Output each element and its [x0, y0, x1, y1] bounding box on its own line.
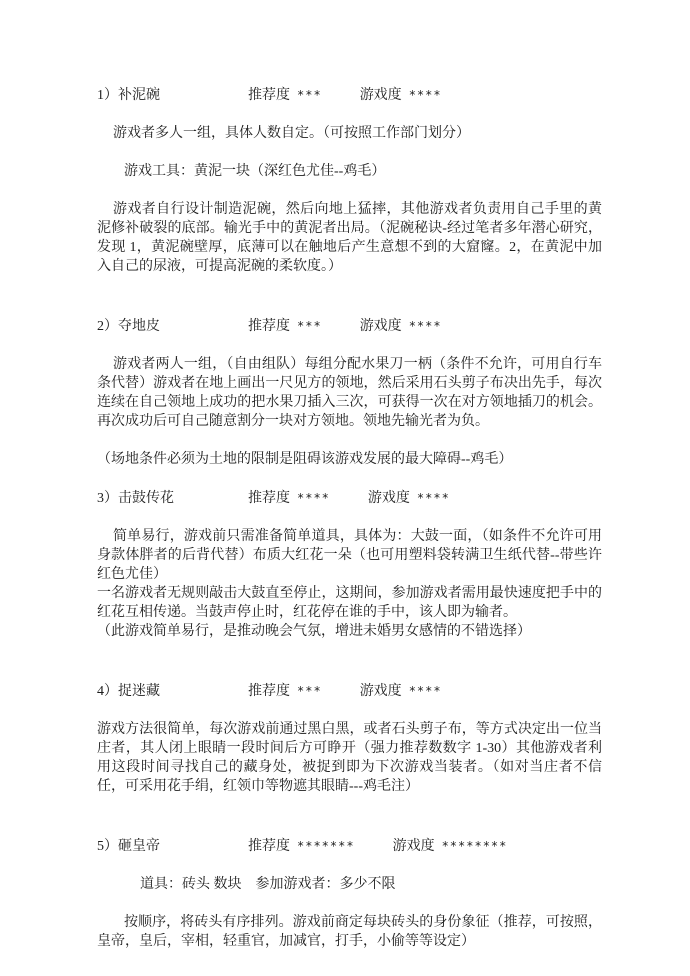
recommend-stars: ***: [297, 319, 322, 333]
playability-label: 游戏度: [359, 319, 402, 334]
recommend-label: 推荐度: [248, 88, 290, 103]
game-heading: [97, 837, 602, 856]
recommend-rating: [248, 489, 330, 508]
recommend-stars: *******: [297, 839, 355, 853]
playability-rating: [360, 86, 442, 105]
playability-stars: ****: [408, 319, 442, 333]
recommend-rating: [248, 682, 322, 701]
recommend-rating: [248, 86, 322, 105]
playability-label: 游戏度: [359, 88, 402, 103]
playability-stars: ********: [441, 839, 508, 853]
recommend-stars: ***: [297, 88, 322, 102]
paragraph-body: 游戏者自行设计制造泥碗，然后向地上猛摔，其他游戏者负责用自己手里的黄泥修补破裂的底部。输光手中的黄泥者出局。（泥碗秘诀-经过笔者多年潜心研究，发现 1，黄泥碗壁厚，底薄可以在触地后产生意想不到的大窟窿。2，在黄泥中加入自己的尿液，可提高泥碗的柔软度。）: [97, 202, 602, 274]
game-section-5: [97, 837, 602, 951]
game-section-4: [97, 682, 602, 796]
playability-label: 游戏度: [392, 839, 435, 854]
paragraph-intro: 游戏者多人一组，具体人数自定。（可按照工作部门划分）: [113, 126, 470, 141]
recommend-stars: ***: [297, 684, 322, 698]
recommend-label: 推荐度: [248, 319, 290, 334]
game-heading: [97, 489, 602, 508]
game-section-2: [97, 317, 602, 469]
paragraph-body: 游戏方法很简单，每次游戏前通过黑白黑，或者石头剪子布，等方式决定出一位当庄者，其人闭上眼睛一段时间后方可睁开（强力推荐数数字 1-30）其他游戏者利用这段时间寻找自己的藏身处，被捉到即为下次游戏当装者。（如对当庄者不信任，可采用花手绢，红领巾等物遮其眼睛---鸡毛注）: [97, 722, 602, 794]
recommend-rating: [248, 317, 322, 336]
paragraph-note: （此游戏简单易行，是推动晚会气氛，增进未婚男女感情的不错选择）: [97, 624, 531, 639]
game-title: 1）补泥碗: [97, 88, 160, 103]
paragraph-body: 一名游戏者无规则敲击大鼓直至停止，这期间，参加游戏者需用最快速度把手中的红花互相传递。当鼓声停止时，红花停在谁的手中，该人即为输者。: [97, 586, 602, 620]
recommend-rating: [248, 837, 355, 856]
paragraph-note: （场地条件必须为土地的限制是阻碍该游戏发展的最大障碍--鸡毛）: [97, 452, 513, 467]
paragraph-tools: 游戏工具：黄泥一块（深红色尤佳--鸡毛）: [124, 164, 386, 179]
recommend-label: 推荐度: [248, 839, 290, 854]
paragraph-body: 按顺序，将砖头有序排列。游戏前商定每块砖头的身份象征（推荐，可按照，皇帝，皇后，宰相，轻重官，加减官，打手，小偷等等设定）: [97, 915, 602, 949]
playability-rating: [360, 317, 442, 336]
game-section-3: [97, 489, 602, 641]
playability-rating: [360, 682, 442, 701]
game-section-1: [97, 86, 602, 276]
recommend-label: 推荐度: [248, 491, 290, 506]
game-heading: [97, 317, 602, 336]
recommend-label: 推荐度: [248, 684, 290, 699]
playability-label: 游戏度: [367, 491, 410, 506]
paragraph-tools: 道具：砖头 数块 参加游戏者：多少不限: [140, 877, 396, 892]
game-title: 2）夺地皮: [97, 319, 160, 334]
playability-rating: [393, 837, 508, 856]
paragraph-body: 简单易行，游戏前只需准备简单道具，具体为：大鼓一面，（如条件不允许可用身款体胖者的后背代替）布质大红花一朵（也可用塑料袋转满卫生纸代替--带些许红色尤佳）: [97, 529, 602, 582]
game-title: 5）砸皇帝: [97, 839, 160, 854]
playability-stars: ****: [416, 491, 450, 505]
game-title: 3）击鼓传花: [97, 491, 174, 506]
playability-stars: ****: [408, 88, 442, 102]
recommend-stars: ****: [297, 491, 330, 505]
game-title: 4）捉迷藏: [97, 684, 160, 699]
playability-label: 游戏度: [359, 684, 402, 699]
playability-rating: [368, 489, 450, 508]
playability-stars: ****: [408, 684, 442, 698]
paragraph-body: 游戏者两人一组，（自由组队）每组分配水果刀一柄（条件不允许，可用自行车条代替）游戏者在地上画出一尺见方的领地，然后采用石头剪子布决出先手，每次连续在自己领地上成功的把水果刀插入三次，可获得一次在对方领地插刀的机会。再次成功后可自己随意割分一块对方领地。领地先输光者为负。: [97, 357, 602, 429]
game-heading: [97, 682, 602, 701]
game-heading: [97, 86, 602, 105]
